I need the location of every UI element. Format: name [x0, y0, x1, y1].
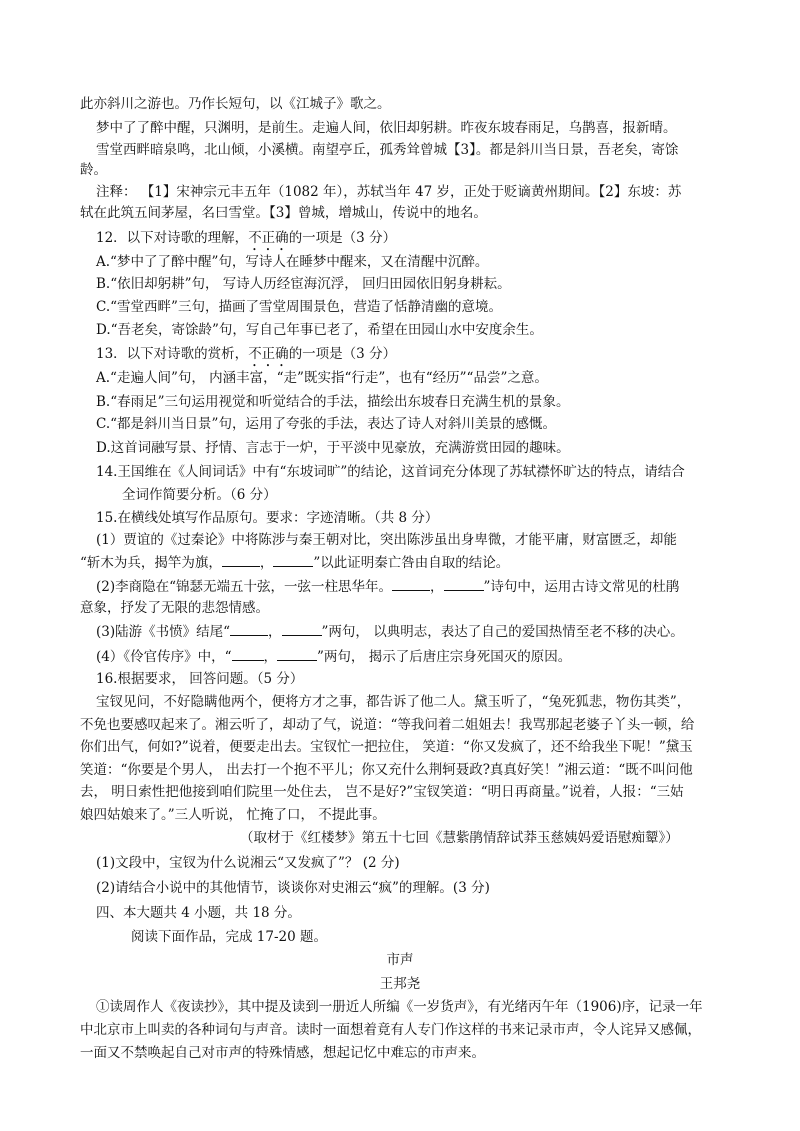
q13-option-d: D.这首词融写景、抒情、言志于一炉，于平淡中见豪放，充满游赏田园的趣味。	[96, 440, 570, 456]
fill-text: ，	[259, 555, 274, 571]
question-14-line: 14.王国维在《人间词话》中有“东坡词旷”的结论，这首词充分体现了苏轼襟怀旷达的特点，请结合	[96, 464, 685, 480]
q16-passage-line: 你们出气，何如?”说着，便要走出去。宝钗忙一把拉住， 笑道：“你又发疯了，还不给我坐下呢！”黛玉	[80, 739, 693, 755]
fill-text: ，	[430, 579, 444, 595]
stem-text: 的一项是（3 分）	[288, 230, 397, 246]
q12-option-b: B.“依旧却躬耕”句， 写诗人历经宦海沉浮， 回归田园依旧躬身耕耘。	[96, 276, 511, 292]
fill-text: ”以此证明秦亡咎由自取的结论。	[313, 555, 510, 571]
emphasized-text: 不正确	[248, 346, 289, 362]
answer-blank[interactable]	[232, 646, 264, 661]
article-author: 王邦尧	[379, 976, 421, 992]
question-14-line: 全词作简要分析。（6 分）	[122, 487, 277, 503]
q16-passage-line: 不免也要感叹起来了。湘云听了，却动了气，说道：“等我问着二姐姐去！我骂那起老婆子丫头一顿，给	[80, 717, 695, 733]
stem-text: 12．以下对诗歌的理解，	[96, 230, 249, 246]
q15-part3-line	[96, 621, 746, 643]
q15-part4-line	[96, 646, 746, 668]
q16-passage-line: 宝钗见问，不好隐瞒他两个，便将方才之事，都告诉了他二人。黛玉听了，“兔死狐悲，物伤其类”，	[96, 694, 691, 710]
poem-intro-end: 此亦斜川之游也。乃作长短句，以《江城子》歌之。	[80, 96, 391, 112]
fill-text: (2)李商隐在“锦瑟无端五十弦，一弦一柱思华年。	[96, 579, 393, 595]
poem-line: 龄。	[80, 162, 107, 178]
question-12-stem	[96, 228, 746, 254]
q16-subquestion-1: (1)文段中，宝钗为什么说湘云“又发疯了”？ (2 分)	[96, 855, 400, 871]
q16-source: （取材于《红楼梦》第五十七回《慧紫鹃情辞试莽玉慈姨妈爱语慰痴颦》）	[240, 830, 679, 846]
fill-text: “斩木为兵，揭竿为旗，	[80, 555, 222, 571]
poem-line: 梦中了了醉中醒，只渊明，是前生。走遍人间，依旧却躬耕。昨夜东坡春雨足，乌鹊喜，报新晴。	[96, 120, 677, 136]
notes-line: 注释： 【1】宋神宗元丰五年（1082 年），苏轼当年 47 岁，正处于贬谪黄州期间。【2】东坡：苏	[96, 184, 682, 200]
stem-text: 13．以下对诗歌的赏析，	[96, 346, 249, 362]
q13-option-a: A.“走遍人间”句， 内涵丰富，“走”既实指“行走”，也有“经历”“品尝”之意。	[96, 370, 548, 386]
fill-text: (4）《伶官传序》中，“	[96, 649, 232, 665]
fill-text: (3)陆游《书愤》结尾“	[96, 624, 231, 640]
article-paragraph-line: 中北京市上叫卖的各种词句与声音。读时一面想着竟有人专门作这样的书来记录市声，令人诧异又感佩，	[80, 1022, 701, 1038]
q12-option-a: A.“梦中了了醉中醒”句，写诗人在睡梦中醒来，又在清醒中沉醉。	[96, 254, 489, 270]
fill-text: ，	[263, 649, 278, 665]
answer-blank[interactable]	[444, 576, 484, 591]
q15-part2-line: 意象，抒发了无限的悲怨情感。	[80, 600, 269, 616]
answer-blank[interactable]	[230, 621, 268, 636]
q15-part1-line	[80, 552, 730, 574]
q16-subquestion-2: (2)请结合小说中的其他情节，谈谈你对史湘云“疯”的理解。(3 分)	[96, 880, 490, 896]
article-paragraph-line: 一面又不禁唤起自己对市声的特殊情感，想起记忆中难忘的市声来。	[80, 1045, 485, 1061]
fill-text: ”诗句中，运用古诗文常见的杜鹃	[483, 579, 680, 595]
q15-part1-line: (1）贾谊的《过秦论》中将陈涉与秦王朝对比，突出陈涉虽出身卑微，才能平庸，财富匮乏，却能	[96, 532, 677, 548]
article-paragraph-line: ①读周作人《夜读抄》，其中提及读到一册近人所编《一岁货声》，有光绪丙午年（1906)序，记录一年	[96, 999, 703, 1015]
emphasized-text: 不正确	[248, 230, 289, 246]
stem-text: 的一项是（3 分）	[288, 346, 397, 362]
q16-passage-line: 去， 明日索性把他接到咱们院里一处住去， 岂不是好?”宝钗笑道：“明日再商量。”说着，人报：“三姑	[80, 784, 684, 800]
notes-line: 轼在此筑五间茅屋，名曰雪堂。【3】曾城，增城山，传说中的地名。	[80, 205, 487, 221]
q16-passage-line: 笑道：“你要是个男人， 出去打一个抱不平儿；你又充什么荆轲聂政?真真好笑！”湘云道：“既不叫问他	[80, 762, 693, 778]
fill-text: ”两句， 以典明志，表达了自己的爱国热情至老不移的决心。	[321, 624, 684, 640]
q15-part2-line	[96, 576, 746, 598]
q13-option-b: B.“春雨足”三句运用视觉和听觉结合的手法，描绘出东坡春日充满生机的景象。	[96, 394, 570, 410]
q13-option-c: C.“都是斜川当日景”句，运用了夸张的手法，表达了诗人对斜川美景的感慨。	[96, 416, 556, 432]
question-16-stem: 16.根据要求， 回答问题。（5 分）	[96, 671, 304, 687]
answer-blank[interactable]	[222, 552, 260, 567]
question-15-stem: 15.在横线处填写作品原句。要求：字迹清晰。（共 8 分）	[96, 510, 439, 526]
section-4-instruction: 阅读下面作品，完成 17-20 题。	[131, 929, 328, 945]
answer-blank[interactable]	[277, 646, 317, 661]
q16-passage-line: 娘四姑娘来了。”三人听说， 忙掩了口， 不提此事。	[80, 807, 386, 823]
article-title: 市声	[386, 952, 414, 968]
q12-option-c: C.“雪堂西畔”三句，描画了雪堂周围景色，营造了恬静清幽的意境。	[96, 299, 502, 315]
fill-text: ”两句， 揭示了后唐庄宗身死国灭的原因。	[317, 649, 572, 665]
section-4-heading: 四、本大题共 4 小题，共 18 分。	[96, 905, 301, 921]
answer-blank[interactable]	[392, 576, 430, 591]
poem-line: 雪堂西畔暗泉鸣，北山倾，小溪横。南望亭丘，孤秀耸曾城【3】。都是斜川当日景，吾老矣，寄馀	[96, 142, 679, 158]
q12-option-d: D.“吾老矣，寄馀龄”句，写自己年事已老了，希望在田园山水中安度余生。	[96, 322, 543, 338]
answer-blank[interactable]	[282, 621, 322, 636]
question-13-stem	[96, 344, 746, 370]
answer-blank[interactable]	[273, 552, 313, 567]
fill-text: ，	[268, 624, 282, 640]
